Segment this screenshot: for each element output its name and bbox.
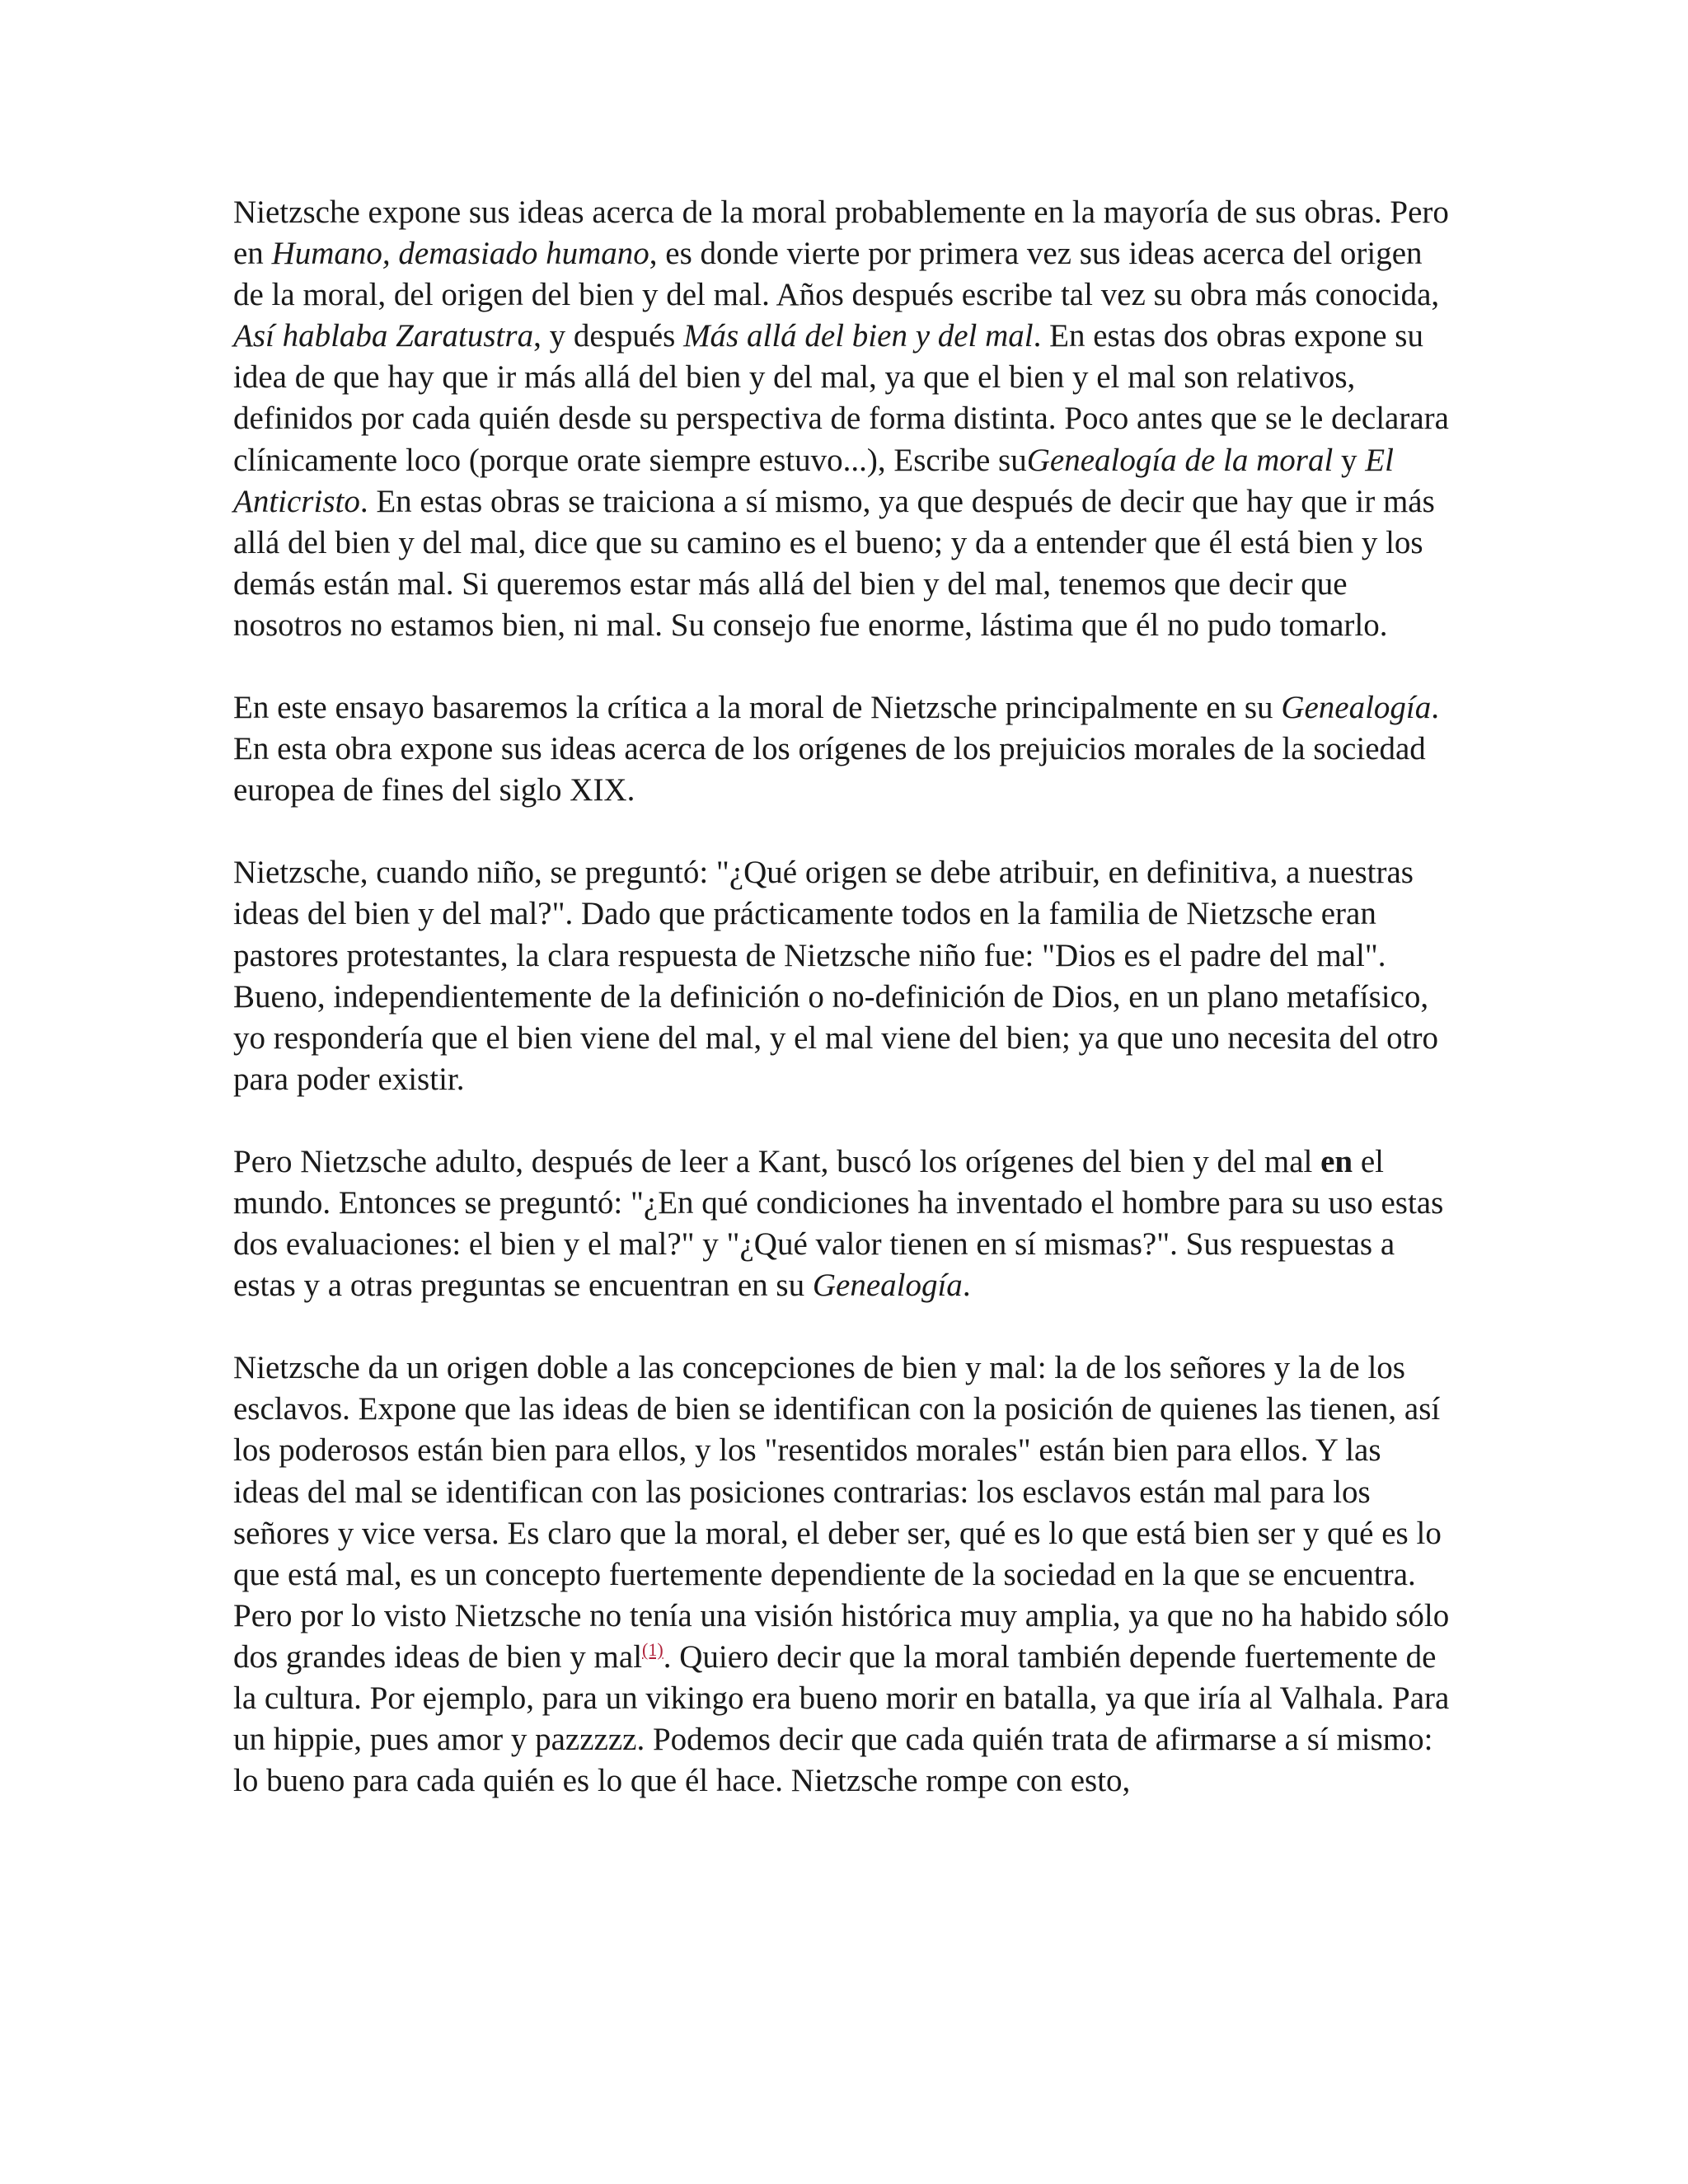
paragraph-2 (233, 687, 1453, 811)
book-title-genealogia: Genealogía (812, 1268, 963, 1304)
book-title-zaratustra: Así hablaba Zaratustra (233, 318, 534, 354)
book-title-mas-alla: Más allá del bien y del mal (683, 318, 1034, 354)
book-title-genealogia: Genealogía de la moral (1026, 442, 1334, 478)
book-title-anticristo: El Anticristo (233, 442, 1394, 519)
text-run: . Quiero decir que la moral también depende fuertemente de la cultura. Por ejemplo, para un vikingo era bueno morir en batalla, ya que iría al Valhala. Para un hippie, pues amor y pazzzzz. Podemos decir que cada quién trata de afirmarse a sí mismo: lo bueno para cada quién es lo que él hace. Nietzsche rompe con esto, (233, 1638, 1450, 1799)
text-run: Nietzsche expone sus ideas acerca de la moral probablemente en la mayoría de sus obras. Pero en (233, 194, 1449, 272)
text-run: . En estas dos obras expone su idea de que hay que ir más allá del bien y del mal, ya que el bien y el mal son relativos, definidos por cada quién desde su perspectiva de forma distinta. Poco antes que se le declarara clínicamente loco (porque orate siempre estuvo...), Escribe su (233, 318, 1449, 478)
text-run: . (962, 1268, 971, 1304)
book-title-humano: Humano, demasiado humano (271, 236, 649, 272)
text-run: . En esta obra expone sus ideas acerca de los orígenes de los prejuicios morales de la sociedad europea de fines del siglo XIX. (233, 690, 1440, 808)
paragraph-1 (233, 192, 1453, 646)
text-run: . En estas obras se traiciona a sí mismo, ya que después de decir que hay que ir más allá del bien y del mal, dice que su camino es el bueno; y da a entender que él está bien y los demás están mal. Si queremos estar más allá del bien y del mal, tenemos que decir que nosotros no estamos bien, ni mal. Su consejo fue enorme, lástima que él no pudo tomarlo. (233, 483, 1435, 643)
emphasis-en: en (1320, 1143, 1353, 1179)
paragraph-3 (233, 852, 1453, 1100)
text-run: Pero Nietzsche adulto, después de leer a Kant, buscó los orígenes del bien y del mal (233, 1143, 1321, 1179)
text-run: el mundo. Entonces se preguntó: "¿En qué condiciones ha inventado el hombre para su uso estas dos evaluaciones: el bien y el mal?" y "¿Qué valor tienen en sí mismas?". Sus respuestas a estas y a otras preguntas se encuentran en su (233, 1143, 1444, 1304)
text-run: Nietzsche da un origen doble a las concepciones de bien y mal: la de los señores y la de los esclavos. Expone que las ideas de bien se identifican con la posición de quienes las tienen, así los poderosos están bien para ellos, y los "resentidos morales" están bien para ellos. Y las ideas del mal se identifican con las posiciones contrarias: los esclavos están mal para los señores y vice versa. Es claro que la moral, el deber ser, qué es lo que está bien ser y qué es lo que está mal, es un concepto fuertemente dependiente de la sociedad en la que se encuentra. Pero por lo visto Nietzsche no tenía una visión histórica muy amplia, ya que no ha habido sólo dos grandes ideas de bien y mal (233, 1350, 1450, 1675)
document-body (233, 192, 1453, 1843)
paragraph-5 (233, 1347, 1453, 1802)
footnote-link[interactable]: (1) (642, 1638, 663, 1660)
text-run: Nietzsche, cuando niño, se preguntó: "¿Qué origen se debe atribuir, en definitiva, a nuestras ideas del bien y del mal?". Dado que prácticamente todos en la familia de Nietzsche eran pastores protestantes, la clara respuesta de Nietzsche niño fue: "Dios es el padre del mal". Bueno, independientemente de la definición o no-definición de Dios, en un plano metafísico, yo respondería que el bien viene del mal, y el mal viene del bien; ya que uno necesita del otro para poder existir. (233, 855, 1438, 1097)
text-run: , es donde vierte por primera vez sus ideas acerca del origen de la moral, del origen del bien y del mal. Años después escribe tal vez su obra más conocida, (233, 236, 1440, 313)
book-title-genealogia: Genealogía (1281, 690, 1432, 726)
text-run: y (1333, 442, 1366, 478)
text-run: En este ensayo basaremos la crítica a la moral de Nietzsche principalmente en su (233, 690, 1282, 726)
paragraph-4 (233, 1141, 1453, 1306)
text-run: , y después (533, 318, 684, 354)
